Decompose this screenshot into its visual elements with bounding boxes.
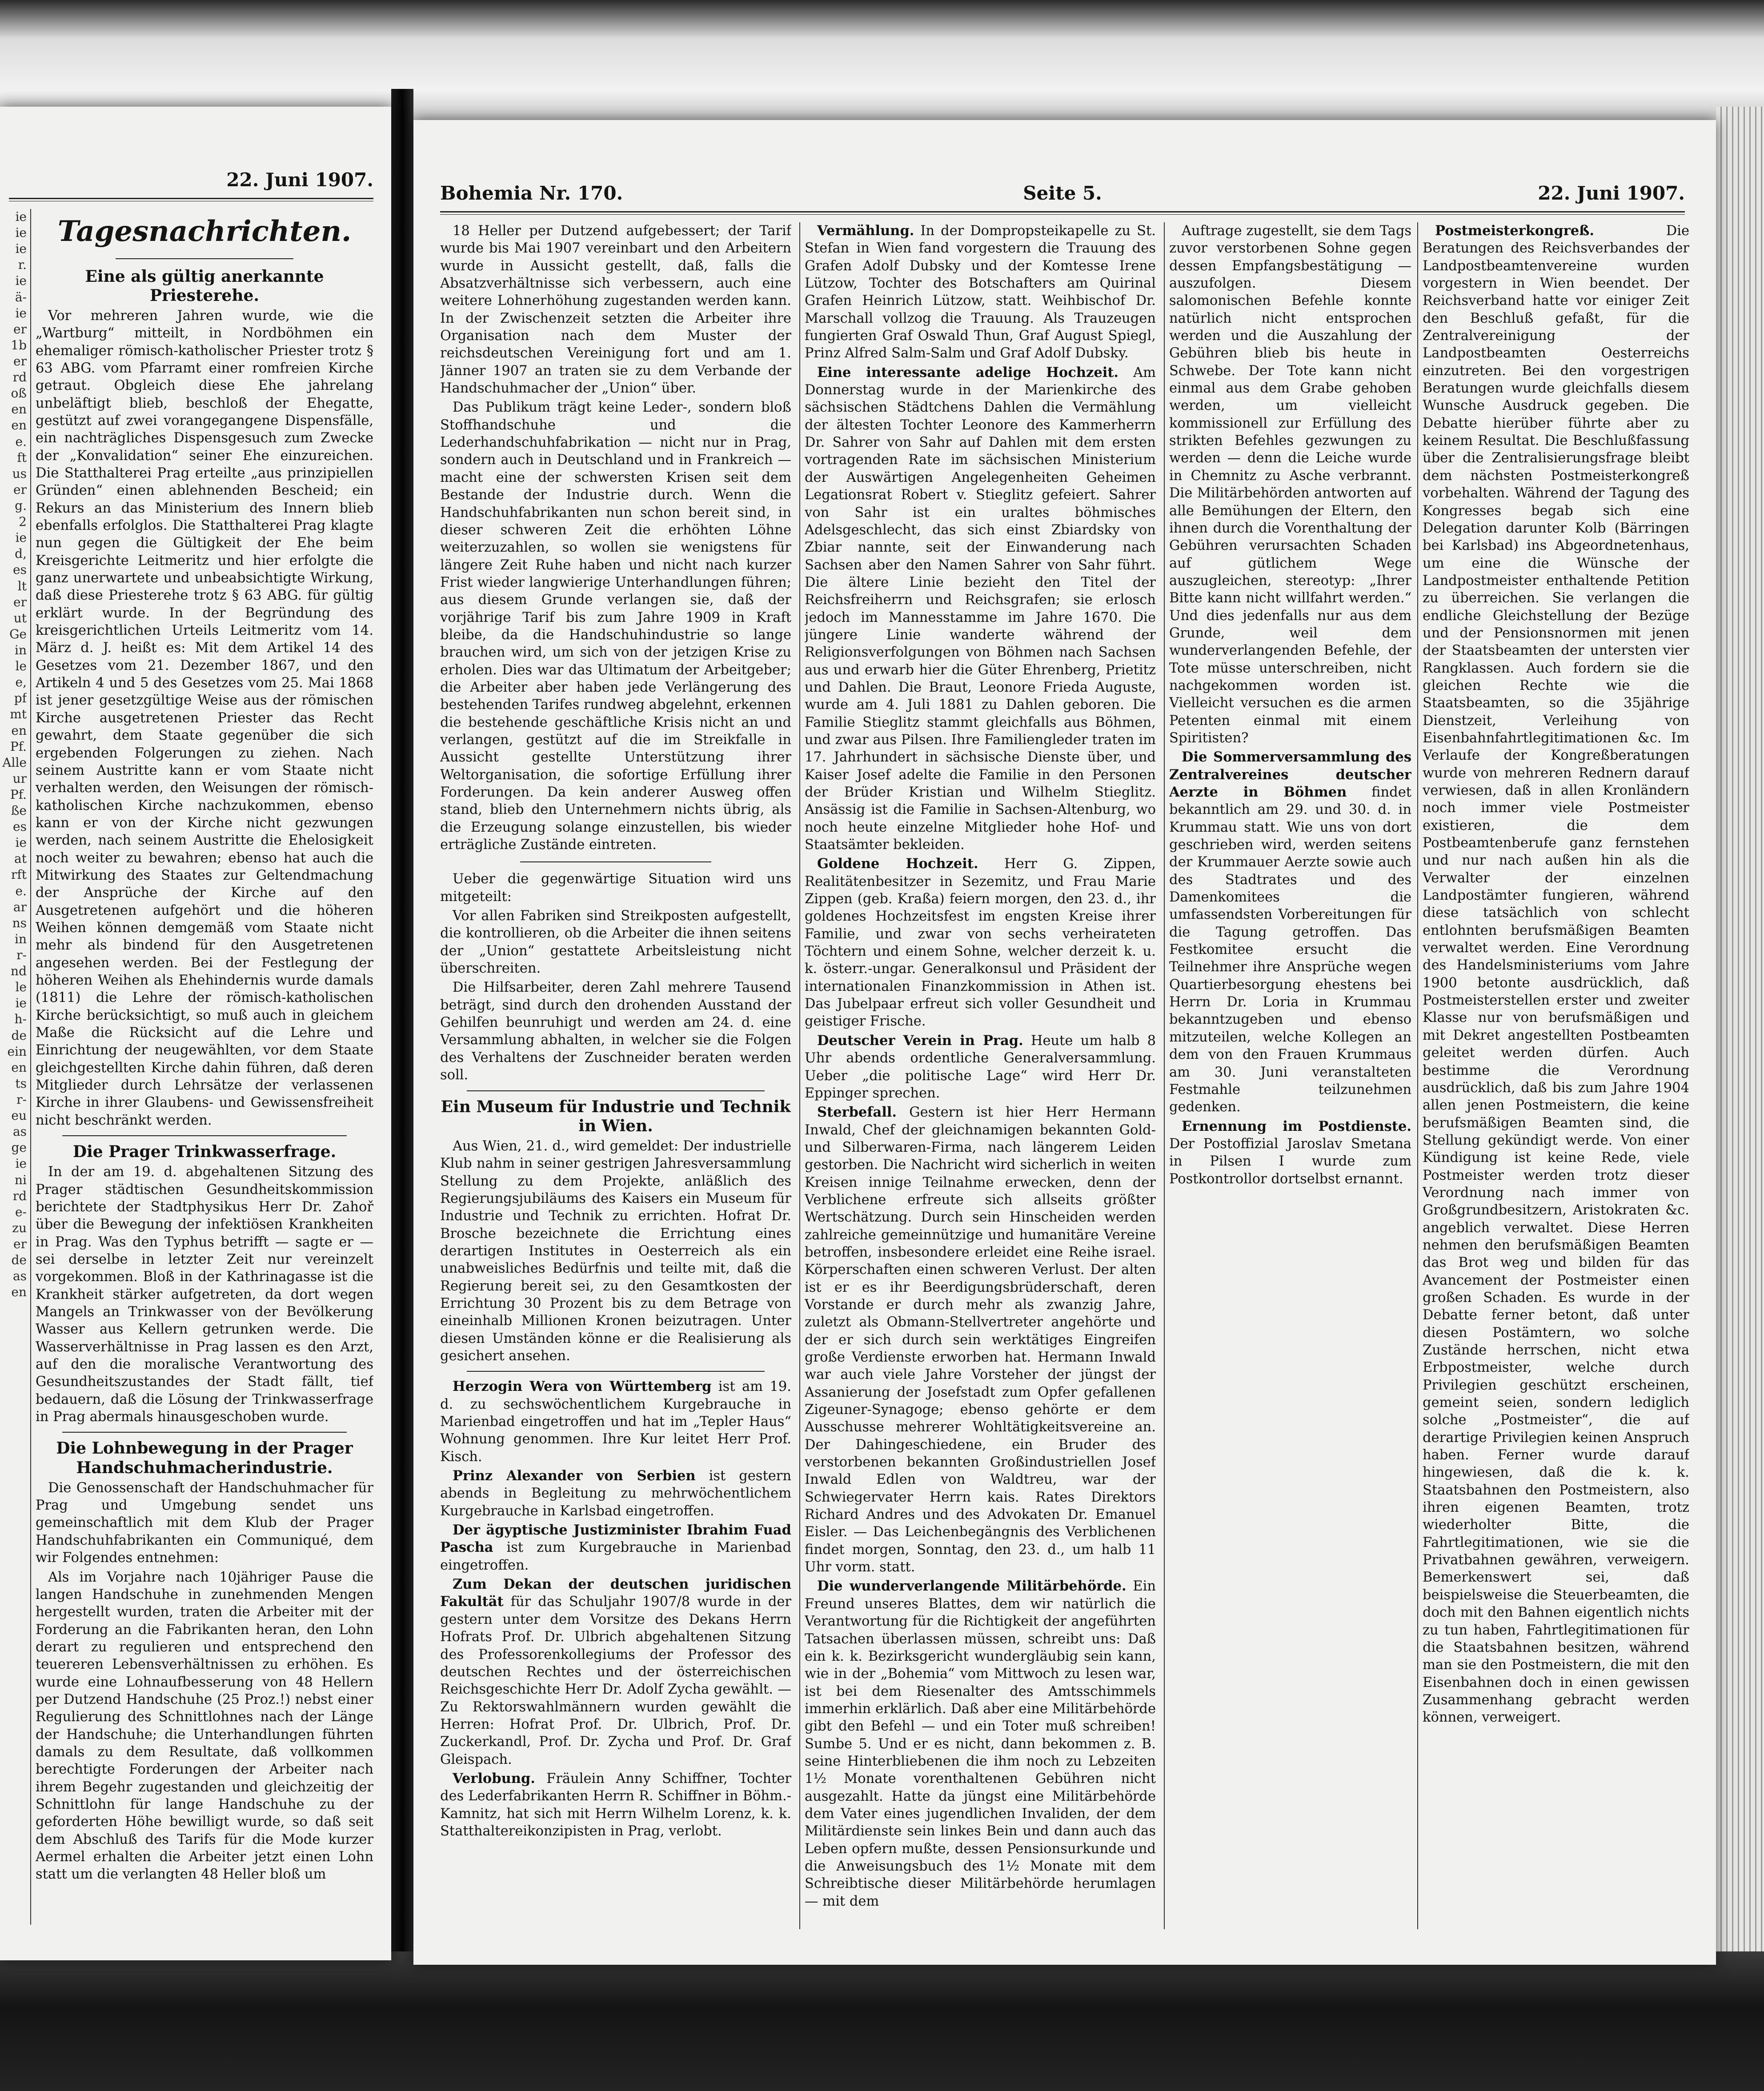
- news-note: [805, 222, 1156, 362]
- stub-line: h-: [14, 1012, 27, 1027]
- book-gutter: [391, 89, 413, 1978]
- article-paragraph: Das Publikum trägt keine Leder-, sondern bloß Stoffhandschuhe und die Lederhandschuhfabrikation — nicht nur in Prag, sondern auch in Deutschland und in Frankreich — macht eine der schwersten Krisen seit dem Bestande der Industrie durch. Wenn die Handschuhfabrikanten nun schon bereit sind, in dieser schweren Zeit die erhöhten Löhne weiterzuzahlen, so wollen sie wenigstens für längere Zeit Ruhe haben und nicht nach kurzer Frist wieder langwierige Unterhandlungen führen; aus diesem Grunde verlangen sie, daß der vorjährige Tarif bis zum Jahre 1909 in Kraft bleibe, da die Handschuhindustrie so lange brauchen wird, um sich von der jetzigen Krise zu erholen. Dies war das Ultimatum der Arbeitgeber; die Arbeiter aber haben jede Verlängerung des bestehenden Tarifes rundweg abgelehnt, erkennen die bestehende geschäftliche Krisis nicht an und verlangen, gestützt auf die im Streikfalle in Aussicht gestellte Unterstützung ihrer Weltorganisation, die sofortige Erfüllung ihrer Forderungen. Da kein anderer Ausweg offen stand, blieb den Unternehmern nichts übrig, als die Erzeugung solange einzustellen, bis wieder erträgliche Zustände eintreten.: [440, 400, 791, 853]
- column-4: [1423, 222, 1689, 1929]
- stub-line: as: [12, 1269, 27, 1284]
- article-paragraph: Auftrage zugestellt, sie dem Tags zuvor verstorbenen Sohne gegen dessen Empfangsbestätigung — auszufolgen. Diesem salomonischen Befehle konnte natürlich nicht entsprochen werden und die Auszahlung der Gebühren blieb bis heute in Schwebe. Der Tote kann nicht einmal aus dem Grabe gehoben werden, um vielleicht kommissionell zur Erfüllung des strikten Befehles gezwungen zu werden — denn die Leiche wurde in Chemnitz zu Asche verbrannt. Die Militärbehörden antworten auf alle Bemühungen der Eltern, den ihnen durch die Vorenthaltung der Gebühren verursachten Schaden auf gütlichem Wege auszugleichen, stereotyp: „Ihrer Bitte kann nicht willfahrt werden.“ Und dies jedenfalls nur aus dem Grunde, weil dem wunderverlangenden Befehle, der Tote müsse unterschreiben, nicht nachgekommen worden ist. Vielleicht versuchen es die armen Petenten einmal mit einem Spiritisten?: [1169, 223, 1411, 746]
- news-note: [440, 1770, 791, 1840]
- stub-line: ar: [13, 899, 27, 914]
- note-text: Die Beratungen des Reichsverbandes der Landpostbeamtenvereine wurden vorgestern in Wien beendet. Der Reichsverband hatte vor einiger Zeit den Beschluß gefaßt, für die Zentralvereinigung der Landpostbeamten Oesterreichs einzutreten. Bei den vorgestrigen Beratungen wurde gleichfalls diesem Wunsche Ausdruck gegeben. Die Debatte hierüber führte aber zu keinem Resultat. Die Beschlußfassung über die Zentralisierungsfrage bleibt dem nächsten Postmeisterkongreß vorbehalten. Während der Tagung des Kongresses begab sich eine Delegation darunter Kolb (Bärringen bei Karlsbad) ins Abgeordnetenhaus, um eine die Wünsche der Landpostmeister enthaltende Petition zu überreichen. Sie verlangen die endliche Gleichstellung der Bezüge und der Pensionsnormen mit jenen der Staatsbeamten der untersten vier Rangklassen. Auch fordern sie die gleichen Rechte wie die Staatsbeamten, so die 35jährige Dienstzeit, Verleihung von Eisenbahnfahrtlegitimationen &c. Im Verlaufe der Kongreßberatungen wurde von mehreren Rednern darauf verwiesen, daß in allen Kronländern noch immer viele Postmeister existieren, die dem Postbeamtenberufe ganz fernstehen und nur nach außen hin als die Verwalter der einzelnen Landpostämter fungieren, während diese tatsächlich von schlecht entlohnten berufsmäßigen Beamten verwaltet werden. Eine Verordnung des Handelsministeriums vom Jahre 1900 betonte ausdrücklich, daß Postmeisterstellen erster und zweiter Klasse nur von berufsmäßigen und mit Dekret angestellten Postbeamten geleitet werden dürfen. Auch bestimme die Verordnung ausdrücklich, daß bis zum Jahre 1904 allen jenen Postmeistern, die keine berufsmäßigen Beamten sind, die Stellung gekündigt werde. Von einer Kündigung ist keine Rede, viele Postmeister werden trotz dieser Verordnung nach immer von Großgrundbesitzern, Aristokraten &c. angeblich verwaltet. Diese Herren nehmen den berufsmäßigen Beamten das Brot weg und bilden für das Avancement der Postmeister einen großen Schaden. Es wurde in der Debatte ferner betont, daß unter diesen Postämtern, wo solche Zustände herrschen, nicht etwa Erbpostmeister, welche durch Privilegien geschützt erscheinen, gemeint seien, sondern lediglich solche „Postmeister“, die auf derartige Privilegien keinen Anspruch haben. Ferner wurde darauf hingewiesen, daß die k. k. Staatsbahnen den Postmeistern, also ihren eigenen Beamten, trotz wiederholter Bitte, die Fahrtlegitimationen, wie sie die Privatbahnen gewähren, verweigern. Bemerkenswert sei, daß beispielsweise die Steuerbeamten, die doch mit den Bahnen eigentlich nichts zu tun haben, Fahrtlegitimationen für die Staatsbahnen besitzen, während man sie den Postmeistern, die mit den Eisenbahnen doch in einen gewissen Zusammenhang gebracht werden können, verweigert.: [1423, 223, 1689, 1726]
- stub-line: eu: [11, 1108, 27, 1123]
- stub-line: in: [15, 642, 27, 657]
- title-rule: [116, 258, 293, 259]
- note-text: Heute um halb 8 Uhr abends ordentliche Generalversammlung. Ueber „die politische Lage“ wird Herr Dr. Eppinger sprechen.: [805, 1033, 1156, 1101]
- stub-line: r.: [18, 257, 27, 272]
- note-text: ist gestern abends in Begleitung zu mehrwöchentlichem Kurgebrauche in Karlsbad eingetroffen.: [440, 1468, 791, 1519]
- news-note: [805, 855, 1156, 1030]
- news-note: [1169, 1118, 1411, 1188]
- stub-line: le: [15, 980, 27, 995]
- article-title: Ein Museum für Industrie und Technik in Wien.: [441, 1097, 791, 1135]
- header-rule-thin: [440, 214, 1685, 215]
- note-text: Am Donnerstag wurde in der Marienkirche des sächsischen Städtchens Dahlen die Vermählung der ältesten Tochter Leonore des Kammerherrn Dr. Sahrer von Sahr auf Dahlen mit dem ersten vortragenden Rate im sächsischen Ministerium der Auswärtigen Angelegenheiten Geheimen Legationsrat Robert v. Stieglitz gefeiert. Sahrer von Sahr ist ein uraltes böhmisches Adelsgeschlecht, das sich einst Zbiardsky von Zbiar nannte, seit der Einwanderung nach Sachsen aber den Namen Sahrer von Sahr führt. Die ältere Linie bezieht den Titel der Reichsfreiherrn und Reichsgrafen; sie erlosch jedoch im Mannesstamme im Jahre 1670. Die jüngere Linie wanderte während der Religionsverfolgungen von Böhmen nach Sachsen aus und erwarb hier die Güter Ehrenberg, Prietitz und Dahlen. Die Braut, Leonore Frieda Auguste, wurde am 4. Juli 1881 zu Dahlen geboren. Die Familie Stieglitz stammt gleichfalls aus Böhmen, und zwar aus Pilsen. Ihre Familiengleder traten im 17. Jahrhundert in sächsische Dienste über, und Kaiser Josef adelte die Familie in den Personen der Brüder Kristian und Wilhelm Stieglitz. Ansässig ist die Familie in Sachsen-Altenburg, wo noch heute einzelne Mitglieder hohe Hof- und Staatsämter bekleiden.: [805, 365, 1156, 853]
- article-paragraph: Aus Wien, 21. d., wird gemeldet: Der industrielle Klub nahm in seiner gestrigen Jahresversammlung Stellung zu dem Projekte, anläßlich des Regierungsjubiläums des Kaisers ein Museum für Industrie und Technik zu errichten. Hofrat Dr. Brosche bezeichnete die Errichtung eines derartigen Institutes in Oesterreich als ein unabweisliches Bedürfnis und teilte mit, daß die Regierung bereit sei, zu den Gesamtkosten der Errichtung 30 Prozent bis zu dem Betrage von eineinhalb Millionen Kronen beizutragen. Unter diesen Umständen könne er die Realisierung als gesichert ansehen.: [440, 1138, 791, 1364]
- column-separator: [1164, 222, 1165, 1929]
- news-note: [805, 364, 1156, 854]
- stub-line: ie: [15, 530, 27, 545]
- stub-line: e-: [15, 1204, 27, 1219]
- stub-line: ä-: [15, 289, 27, 304]
- stub-line: r-: [16, 948, 27, 963]
- note-lead: Herzogin Wera von Württemberg: [453, 1378, 712, 1395]
- note-lead: Postmeisterkongreß.: [1435, 223, 1594, 239]
- news-note: [440, 1467, 791, 1520]
- stub-line: er: [13, 482, 27, 497]
- column-3: [1169, 222, 1411, 1929]
- stub-line: en: [11, 1285, 27, 1300]
- stub-line: es: [13, 819, 27, 834]
- note-lead: Sterbefall.: [817, 1104, 897, 1121]
- left-page-date: 22. Juni 1907.: [226, 169, 373, 191]
- stub-line: es: [13, 562, 27, 577]
- note-lead: Der ägyptische Justizminister Ibrahim Fuad Pascha: [440, 1522, 791, 1556]
- note-text: ist am 19. d. zu sechswöchentlichem Kurgebrauche in Marienbad eingetroffen und hat im „Tepler Haus“ Wohnung genommen. Ihre Kur leitet Herr Prof. Kisch.: [440, 1379, 791, 1465]
- note-lead: Verlobung.: [453, 1770, 535, 1787]
- stub-line: en: [11, 1060, 27, 1075]
- news-note: [440, 1576, 791, 1768]
- page-stack-edge: [1716, 107, 1764, 1974]
- note-lead: Zum Dekan der deutschen juridischen Fakultät: [440, 1576, 791, 1610]
- note-lead: Prinz Alexander von Serbien: [453, 1468, 696, 1484]
- note-text: für das Schuljahr 1907/8 wurde in der gestern unter dem Vorsitze des Dekans Herrn Hofrats Prof. Dr. Ulbrich abgehaltenen Sitzung des Professorenkollegiums der Professor des deutschen Rechtes und der österreichischen Reichsgeschichte Herr Dr. Adolf Zycha gewählt. — Zu Rektorswahlmännern wurden gewählt die Herren: Hofrat Prof. Dr. Ulbrich, Prof. Dr. Zuckerkandl, Prof. Dr. Zycha und Prof. Dr. Graf Gleispach.: [440, 1594, 791, 1767]
- scan-background-bottom: [0, 1951, 1764, 2091]
- stub-line: ut: [13, 610, 27, 625]
- stub-line: zu: [12, 1220, 27, 1235]
- stub-line: de: [11, 1253, 27, 1268]
- stub-line: ße: [11, 803, 27, 818]
- news-note: [805, 1104, 1156, 1576]
- article-divider: [62, 1135, 347, 1136]
- news-note: [440, 1522, 791, 1574]
- note-text: ist zum Kurgebrauche in Marienbad eingetroffen.: [440, 1540, 791, 1573]
- page-number: Seite 5.: [1023, 182, 1102, 204]
- column-1: [440, 222, 791, 1929]
- stub-line: ie: [15, 241, 27, 256]
- note-text: findet bekanntlich am 29. und 30. d. in Krummau statt. Wie uns von dort geschrieben wird, werden seitens der Krummauer Aerzte sowie auch des Stadtrates und des Damenkomitees die umfassendsten Vorbereitungen für die Tagung getroffen. Das Festkomitee ersucht die Teilnehmer ihre Ansprüche wegen Quartierbesorgung ehestens bei Herrn Dr. Loria in Krummau bekanntzugeben und ebenso mitzuteilen, welche Kollegen an dem von den Frauen Krummaus am 30. Juni veranstalteten Festmahle teilzunehmen gedenken.: [1169, 785, 1411, 1115]
- article-title: Eine als gültig anerkannte Priesterehe.: [85, 267, 324, 305]
- stub-line: rft: [11, 867, 27, 882]
- stub-line: mt: [10, 707, 27, 722]
- news-note: [440, 1378, 791, 1466]
- stub-line: ie: [15, 225, 27, 240]
- article-paragraph: Ueber die gegenwärtige Situation wird uns mitgeteilt:: [440, 871, 791, 905]
- stub-line: g.: [15, 498, 27, 513]
- stub-line: ie: [15, 305, 27, 320]
- stub-line: ni: [15, 1172, 27, 1187]
- stub-line: Alle: [2, 755, 27, 770]
- stub-line: ur: [12, 771, 27, 786]
- note-text: Gestern ist hier Herr Hermann Inwald, Chef der gleichnamigen bekannten Gold- und Silberwaren-Firma, nach längerem Leiden gestorben. Die Nachricht wird sicherlich in weiten Kreisen innige Teilnahme erwecken, denn der Verblichene erfreute sich allseits größter Wertschätzung. Durch sein Hinscheiden werden zahlreiche gemeinnützige und humanitäre Vereine betroffen, insbesondere erleidet eine Reihe israel. Körperschaften einen schweren Verlust. Der alten ist er es ihr Beerdigungsbrüderschaft, deren Vorstande er durch mehr als zwanzig Jahre, zuletzt als Obmann-Stellvertreter angehörte und der er sich durch sein werktätiges Eingreifen große Verdienste erworben hat. Hermann Inwald war auch viele Jahre Vorsteher der jüngst der Assanierung der Josefstadt zum Opfer gefallenen Zigeuner-Synagoge; ebenso gehörte er dem Ausschusse mehrerer Wohltätigkeitsvereine an. Der Dahingeschiedene, ein Bruder des verstorbenen bekannten Großindustriellen Josef Inwald Edlen von Waldtreu, war der Schwiegervater Herrn kais. Rates Direktors Richard Andres und des Advokaten Dr. Emanuel Eisler. — Das Leichenbegängnis des Verblichenen findet morgen, Sonntag, den 23. d., um halb 11 Uhr vorm. statt.: [805, 1105, 1156, 1575]
- stub-line: ie: [15, 209, 27, 224]
- note-text: Herr G. Zippen, Realitätenbesitzer in Sezemitz, und Frau Marie Zippen (geb. Kraßa) feiern morgen, den 23. d., ihr goldenes Hochzeitsfest im engsten Kreise ihrer Familie, und zwar von sechs verheirateten Töchtern und einem Sohne, welcher derzeit k. u. k. österr.-ungar. Generalkonsul und Präsident der internationalen Finanzkommission in Athen ist. Das Jubelpaar erfreut sich voller Gesundheit und geistiger Frische.: [805, 856, 1156, 1029]
- column-2: [805, 222, 1156, 1929]
- stub-line: er: [13, 594, 27, 609]
- stub-line: d,: [15, 546, 27, 561]
- stub-line: r-: [16, 1092, 27, 1107]
- stub-line: 1b: [11, 337, 27, 353]
- article-title: Die Lohnbewegung in der Prager Handschuhmacherindustrie.: [56, 1439, 353, 1477]
- cropped-column-edge: [0, 209, 27, 1925]
- news-note: [805, 1032, 1156, 1102]
- article-divider: [62, 1432, 347, 1433]
- stub-line: oß: [11, 386, 27, 401]
- stub-line: pf: [14, 691, 27, 706]
- stub-line: ts: [15, 1076, 27, 1091]
- stub-line: er: [13, 1237, 27, 1251]
- stub-line: 2: [19, 514, 27, 529]
- article-paragraph: Als im Vorjahre nach 10jähriger Pause die langen Handschuhe in zunehmenden Mengen hergestellt wurden, traten die Arbeiter mit der Forderung an die Fabrikanten heran, den Lohn derart zu regulieren und entsprechend den teuereren Lebensverhältnissen zu erhöhen. Es wurde eine Lohnaufbesserung von 48 Hellern per Dutzend Handschuhe (25 Proz.!) nebst einer Regulierung des Schnittlohnes nach der Länge der Handschuhe; die Unterhandlungen führten damals zu dem Resultate, daß vollkommen berechtigte Forderungen der Arbeiter nach ihrem Begehr zugestanden und gleichzeitig der Schnittlohn für lange Handschuhe zu der geforderten Höhe bewilligt wurde, so daß seit dem Abschluß des Tarifs für die Mode kurzer Aermel erhalten die Arbeiter jetzt einen Lohn statt um die verlangten 48 Heller bloß um: [36, 1569, 373, 1883]
- note-lead: Ernennung im Postdienste.: [1182, 1118, 1411, 1134]
- news-note: [1423, 222, 1689, 1726]
- article-divider: [467, 1371, 765, 1372]
- stub-line: Ge: [9, 626, 27, 641]
- article-paragraph: Vor allen Fabriken sind Streikposten aufgestellt, die kontrollieren, ob die Arbeiter die ihnen seitens der „Union“ gestattete Arbeitsleistung nicht überschreiten.: [440, 908, 791, 977]
- column-separator: [30, 209, 31, 1925]
- news-note: [1169, 749, 1411, 1116]
- article-divider: [520, 861, 711, 862]
- stub-line: at: [14, 851, 27, 866]
- stub-line: er: [13, 353, 27, 369]
- stub-line: ft: [17, 450, 27, 465]
- stub-line: as: [12, 1124, 27, 1139]
- article-divider: [467, 1090, 765, 1091]
- stub-line: er: [13, 321, 27, 336]
- note-text: Ein Freund unseres Blattes, dem wir natürlich die Verantwortung für die Richtigkeit der angeführten Tatsachen überlassen müssen, schreibt uns: Daß ein k. k. Bezirksgericht wundergläubig sein kann, wie in der „Bohemia“ vom Mittwoch zu lesen war, ist bei dem Riesenalter des Amtsschimmels immerhin erklärlich. Daß aber eine Militärbehörde gibt den Befehl — und ein Toter muß schreiben! Sumbe 5. Und er es nicht, dann bekommen z. B. seine Hinterbliebenen die ihm noch zu Lebzeiten 1½ Monate vorenthaltenen Gebühren nicht ausgezahlt. Hatte da jüngst eine Militärbehörde dem Vater eines jugendlichen Invaliden, der dem Militärdienste sein linkes Bein und dann auch das Leben opfern mußte, dessen Pensionsurkunde und die Anweisungsbuch des 1½ Monate mit dem Schreibtische dieser Militärbehörde herumlagen — mit dem: [805, 1578, 1156, 1909]
- stub-line: e,: [15, 675, 27, 690]
- section-title: Tagesnachrichten.: [57, 215, 352, 248]
- note-text: In der Dompropsteikapelle zu St. Stefan in Wien fand vorgestern die Trauung des Grafen Adolf Dubsky und der Komtesse Irene Lützow, Tochter des Botschafters am Quirinal Grafen Heinrich Lützow, statt. Weihbischof Dr. Marschall vollzog die Trauung. Als Trauzeugen fungierten Graf Oswald Thun, Graf August Spiegl, Prinz Alfred Salm-Salm und Graf Adolf Dubsky.: [805, 223, 1156, 361]
- stub-line: en: [11, 418, 27, 433]
- stub-line: us: [12, 466, 27, 481]
- note-lead: Eine interessante adelige Hochzeit.: [817, 364, 1119, 381]
- column-separator: [1417, 222, 1418, 1929]
- note-lead: Die wunderverlangende Militärbehörde.: [817, 1578, 1127, 1594]
- right-page: [413, 120, 1716, 1965]
- stub-line: ns: [12, 915, 27, 930]
- stub-line: le: [15, 659, 27, 674]
- article-paragraph: Vor mehreren Jahren wurde, wie die „Wartburg“ mitteilt, in Nordböhmen ein ehemaliger römisch-katholischer Priester trotz § 63 ABG. vom Pfarramt einer romfreien Kirche getraut. Obgleich diese Ehe jahrelang unbeläftigt blieb, beschloß der Ehegatte, gestützt auf zwei vorangegangene Dispensfälle, ein nachträgliches Dispensgesuch zum Zwecke der „Konvalidation“ seiner Ehe einzureichen. Die Statthalterei Prag erteilte „aus prinzipiellen Gründen“ einen ablehnenden Bescheid; ein Rekurs an das Ministerium des Innern blieb ebenfalls erfolglos. Die Statthalterei Prag klagte nun gegen die Gültigkeit der Ehe beim Kreisgerichte Leitmeritz und hier erfolgte die ganz unerwartete und unbeabsichtigte Wirkung, daß diese Priesterehe trotz § 63 ABG. für gültig erklärt wurde. In der Begründung des kreisgerichtlichen Urteils Leitmeritz vom 14. März d. J. heißt es: Mit dem Artikel 14 des Gesetzes vom 21. Dezember 1867, und den Artikeln 4 und 5 des Gesetzes vom 25. Mai 1868 ist jener gesetzgültige Weise aus der römischen Kirche ausgetretenen Priester das Recht gewahrt, dem Staate gegenüber die sich ergebenden Folgerungen zu ziehen. Nach seinem Austritte kann er vom Staate nicht verhalten werden, den Weisungen der römisch-katholischen Kirche nachzukommen, ebenso kann er von der Kirche nicht gezwungen werden, nach seinem Austritte die Ehelosigkeit noch weiter zu bewahren; ebenso hat auch die Mitwirkung des Staates zur Geltendmachung der Ansprüche der Kirche auf den Ausgetretenen aufgehört und die höheren Weihen können demgemäß vom Staate nicht mehr als bindend für den Ausgetretenen angesehen werden. Bei der Festlegung der höheren Weihen als Ehehindernis wurde damals (1811) die Lehre der römisch-katholischen Kirche berücksichtigt, so muß auch in gleichem Maße die Rücksicht auf die Lehre und Einrichtung der neugewählten, vor dem Staate gleichgestellten Kirche dahin führen, daß deren Mitglieder durch Lehrsätze der verlassenen Kirche in ihrer Glaubens- und Gewissensfreiheit nicht beschränkt werden.: [36, 308, 373, 1128]
- newspaper-issue: Bohemia Nr. 170.: [440, 182, 623, 204]
- right-page-header: [440, 182, 1685, 209]
- stub-line: ie: [15, 1156, 27, 1171]
- article-paragraph: Die Genossenschaft der Handschuhmacher für Prag und Umgebung sendet uns gemeinschaftlich mit dem Klub der Prager Handschuhfabrikanten ein Communiqué, dem wir Folgendes entnehmen:: [36, 1480, 373, 1566]
- stub-line: ie: [15, 273, 27, 288]
- header-rule: [9, 198, 373, 199]
- stub-line: e.: [15, 883, 27, 898]
- article-paragraph: Die Hilfsarbeiter, deren Zahl mehrere Tausend beträgt, sind durch den drohenden Ausstand der Gehilfen beunruhigt und werden am 24. d. eine Versammlung abhalten, in welcher sie die Folgen des Verhaltens der Zuschneider beraten werden soll.: [440, 980, 791, 1083]
- stub-line: ein: [7, 1044, 27, 1059]
- stub-line: in: [15, 931, 27, 946]
- stub-line: Pf.: [10, 787, 27, 802]
- left-page: [0, 107, 391, 1960]
- stub-line: de: [11, 1028, 27, 1043]
- note-text: Fräulein Anny Schiffner, Tochter des Lederfabrikanten Herrn R. Schiffner in Böhm.-Kamnitz, hat sich mit Herrn Wilhelm Lorenz, k. k. Statthaltereikonzipisten in Prag, verlobt.: [440, 1771, 791, 1839]
- stub-line: rd: [12, 370, 27, 385]
- note-lead: Vermählung.: [817, 223, 914, 239]
- stub-line: en: [11, 723, 27, 738]
- header-rule: [440, 211, 1685, 212]
- stub-line: ge: [11, 1140, 27, 1155]
- stub-line: nd: [11, 964, 27, 979]
- issue-date: 22. Juni 1907.: [1538, 182, 1685, 204]
- stub-line: lt: [17, 578, 27, 593]
- news-note: [805, 1578, 1156, 1910]
- article-paragraph: 18 Heller per Dutzend aufgebessert; der Tarif wurde bis Mai 1907 vereinbart und den Arbeitern wurde in Aussicht gestellt, daß, falls die Absatzverhältnisse sich verbessern, auch eine weitere Lohnerhöhung zugestanden werden kann. In der Zwischenzeit setzten die Arbeiter ihre Organisation nach dem Muster der reichsdeutschen Vereinigung fort und am 1. Jänner 1907 an traten sie zu dem Verbande der Handschuhmacher der „Union“ über.: [440, 223, 791, 397]
- note-lead: Deutscher Verein in Prag.: [817, 1032, 1023, 1049]
- stub-line: e.: [15, 434, 27, 449]
- note-lead: Goldene Hochzeit.: [817, 856, 978, 872]
- column-separator: [799, 222, 800, 1929]
- stub-line: ie: [15, 996, 27, 1011]
- stub-line: en: [11, 402, 27, 417]
- note-text: Der Postoffizial Jaroslav Smetana in Pilsen I wurde zum Postkontrollor dortselbst ernannt.: [1169, 1136, 1411, 1187]
- stub-line: ie: [15, 835, 27, 850]
- stub-line: Pf.: [10, 739, 27, 754]
- stub-line: rd: [12, 1188, 27, 1203]
- article-title: Die Prager Trinkwasserfrage.: [72, 1142, 337, 1162]
- note-lead: Die Sommerversammlung des Zentralvereines deutscher Aerzte in Böhmen: [1169, 749, 1411, 800]
- article-paragraph: In der am 19. d. abgehaltenen Sitzung des Prager städtischen Gesundheitskommission berichtete der Stadtphysikus Herr Dr. Zahoř über die Bewegung der infektiösen Krankheiten in Prag. Was den Typhus betrifft — sagte er — sei derselbe in letzter Zeit nur vereinzelt vorgekommen. Bloß in der Kathrinagasse ist die Krankheit stärker aufgetreten, da dort wegen Mangels an Trinkwasser von der Bevölkerung Wasser aus Kellern getrunken werde. Die Wasserverhältnisse in Prag lassen es den Arzt, auf den die moralische Verantwortung des Gesundheitszustandes der Stadt fällt, tief bedauern, daß die Lösung der Trinkwasserfrage in Prag abermals hinausgeschoben wurde.: [36, 1164, 373, 1425]
- left-page-header: [9, 169, 373, 196]
- left-column: [36, 209, 373, 1925]
